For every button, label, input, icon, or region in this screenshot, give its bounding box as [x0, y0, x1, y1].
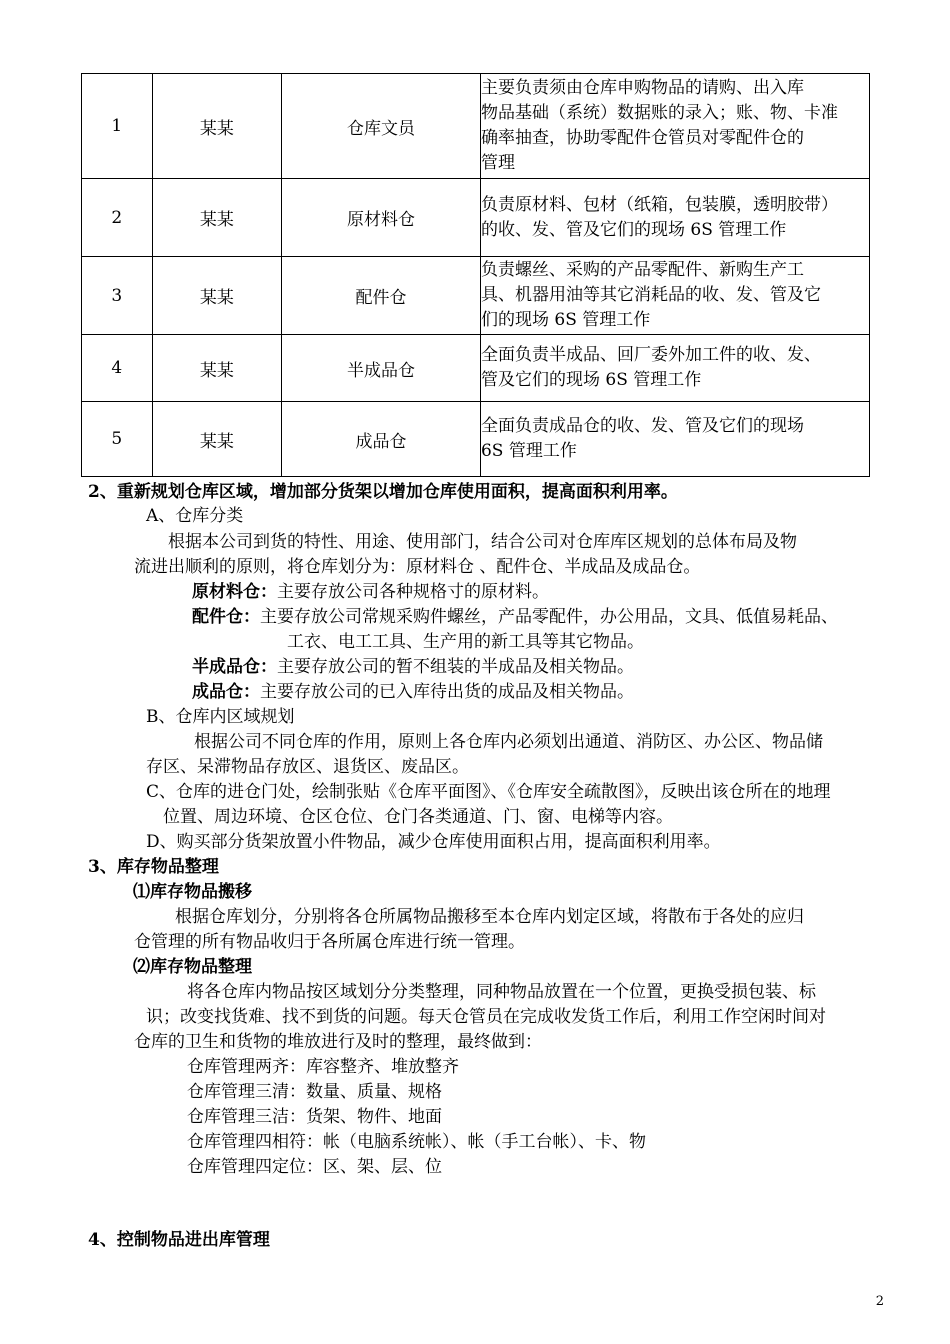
paragraph-line: 将各仓库内物品按区域划分分类整理，同种物品放置在一个位置，更换受损包装、标	[187, 982, 816, 1002]
term-label: 配件仓：	[192, 607, 260, 627]
paragraph-line: 根据仓库划分，分别将各仓所属物品搬移至本仓库内划定区域，将散布于各处的应归	[175, 907, 804, 927]
paragraph-line: C、仓库的进仓门处，绘制张贴《仓库平面图》、《仓库安全疏散图》，反映出该仓所在的地理	[146, 782, 831, 802]
staff-name: 某某	[152, 179, 281, 257]
staff-name: 某某	[152, 257, 281, 335]
table-row	[82, 257, 870, 335]
paragraph-line: 仓库的卫生和货物的堆放进行及时的整理，最终做到：	[134, 1032, 542, 1052]
subsection-2-title: ⑵库存物品整理	[133, 957, 252, 977]
duty-line: 物品基础（系统）数据账的录入；账、物、卡准	[480, 103, 838, 123]
paragraph-line: D、购买部分货架放置小件物品，减少仓库使用面积占用，提高面积利用率。	[146, 832, 721, 852]
warehouse-type-parts	[192, 605, 838, 629]
duty-line: 负责原材料、包材（纸箱，包装膜，透明胶带）	[480, 194, 838, 215]
subsection-a-title: A、仓库分类	[146, 506, 244, 526]
term-text: 主要存放公司各种规格寸的原材料。	[277, 582, 549, 602]
duty-line: 全面负责成品仓的收、发、管及它们的现场	[480, 416, 804, 436]
section-3-heading: 3、库存物品整理	[88, 857, 219, 877]
staff-name: 某某	[152, 402, 281, 477]
paragraph-line: 识；改变找货难、找不到货的问题。每天仓管员在完成收发货工作后，利用工作空闲时间对	[146, 1007, 826, 1027]
warehouse-type-semi	[192, 655, 634, 679]
staff-name: 某某	[152, 335, 281, 402]
duty-line: 全面负责半成品、回厂委外加工件的收、发、	[480, 345, 821, 365]
term-label: 半成品仓：	[192, 657, 277, 677]
duty-line: 具、机器用油等其它消耗品的收、发、管及它	[480, 285, 821, 305]
term-label: 原材料仓：	[192, 582, 277, 602]
section-2-heading: 2、重新规划仓库区域，增加部分货架以增加仓库使用面积，提高面积利用率。	[88, 482, 678, 502]
duty-line: 的收、发、管及它们的现场 6S 管理工作	[480, 219, 787, 240]
table-row	[82, 335, 870, 402]
staff-table	[81, 73, 870, 477]
table-row	[82, 74, 870, 179]
paragraph-line: 根据本公司到货的特性、用途、使用部门，结合公司对仓库库区规划的总体布局及物	[168, 532, 797, 552]
paragraph-line: 仓管理的所有物品收归于各所属仓库进行统一管理。	[134, 932, 525, 952]
staff-role: 成品仓	[282, 402, 481, 477]
list-item: 仓库管理四相符：帐（电脑系统帐）、帐（手工台帐）、卡、物	[187, 1132, 646, 1152]
staff-duty	[480, 402, 869, 477]
subsection-1-title: ⑴库存物品搬移	[133, 882, 252, 902]
duty-line: 管及它们的现场 6S 管理工作	[480, 370, 702, 390]
staff-role: 原材料仓	[282, 179, 481, 257]
list-item: 仓库管理三清：数量、质量、规格	[187, 1082, 442, 1102]
paragraph-line: 流进出顺利的原则，将仓库划分为：原材料仓 、配件仓、半成品及成品仓。	[134, 557, 701, 577]
row-number: 4	[82, 335, 153, 402]
staff-role: 配件仓	[282, 257, 481, 335]
term-label: 成品仓：	[192, 682, 260, 702]
staff-role: 仓库文员	[282, 74, 481, 179]
paragraph-line: 根据公司不同仓库的作用，原则上各仓库内必须划出通道、消防区、办公区、物品储	[194, 732, 823, 752]
warehouse-type-raw	[192, 580, 549, 604]
staff-role: 半成品仓	[282, 335, 481, 402]
warehouse-type-finished	[192, 680, 634, 704]
list-item: 仓库管理两齐：库容整齐、堆放整齐	[187, 1057, 459, 1077]
staff-duty	[480, 179, 869, 257]
subsection-b-title: B、仓库内区域规划	[146, 707, 295, 727]
paragraph-line: 位置、周边环境、仓区仓位、仓门各类通道、门、窗、电梯等内容。	[163, 807, 673, 827]
paragraph-line: 工衣、电工工具、生产用的新工具等其它物品。	[287, 632, 644, 652]
term-text: 主要存放公司常规采购件螺丝，产品零配件，办公用品，文具、低值易耗品、	[260, 607, 838, 627]
table-row	[82, 402, 870, 477]
term-text: 主要存放公司的已入库待出货的成品及相关物品。	[260, 682, 634, 702]
staff-duty	[480, 335, 869, 402]
staff-duty	[480, 257, 869, 335]
duty-line: 们的现场 6S 管理工作	[480, 310, 651, 330]
row-number: 5	[82, 402, 153, 477]
row-number: 3	[82, 257, 153, 335]
table-row	[82, 179, 870, 257]
page-number: 2	[875, 1294, 884, 1309]
row-number: 1	[82, 74, 153, 179]
staff-name: 某某	[152, 74, 281, 179]
term-text: 主要存放公司的暂不组装的半成品及相关物品。	[277, 657, 634, 677]
row-number: 2	[82, 179, 153, 257]
duty-line: 确率抽查，协助零配件仓管员对零配件仓的	[480, 128, 804, 148]
duty-line: 管理	[480, 153, 515, 173]
section-4-heading: 4、控制物品进出库管理	[88, 1230, 270, 1250]
paragraph-line: 存区、呆滞物品存放区、退货区、废品区。	[146, 757, 469, 777]
duty-line: 负责螺丝、采购的产品零配件、新购生产工	[480, 260, 804, 280]
list-item: 仓库管理四定位：区、架、层、位	[187, 1157, 442, 1177]
list-item: 仓库管理三洁：货架、物件、地面	[187, 1107, 442, 1127]
staff-duty	[480, 74, 869, 179]
duty-line: 6S 管理工作	[480, 441, 577, 461]
duty-line: 主要负责须由仓库申购物品的请购、出入库	[480, 78, 804, 98]
